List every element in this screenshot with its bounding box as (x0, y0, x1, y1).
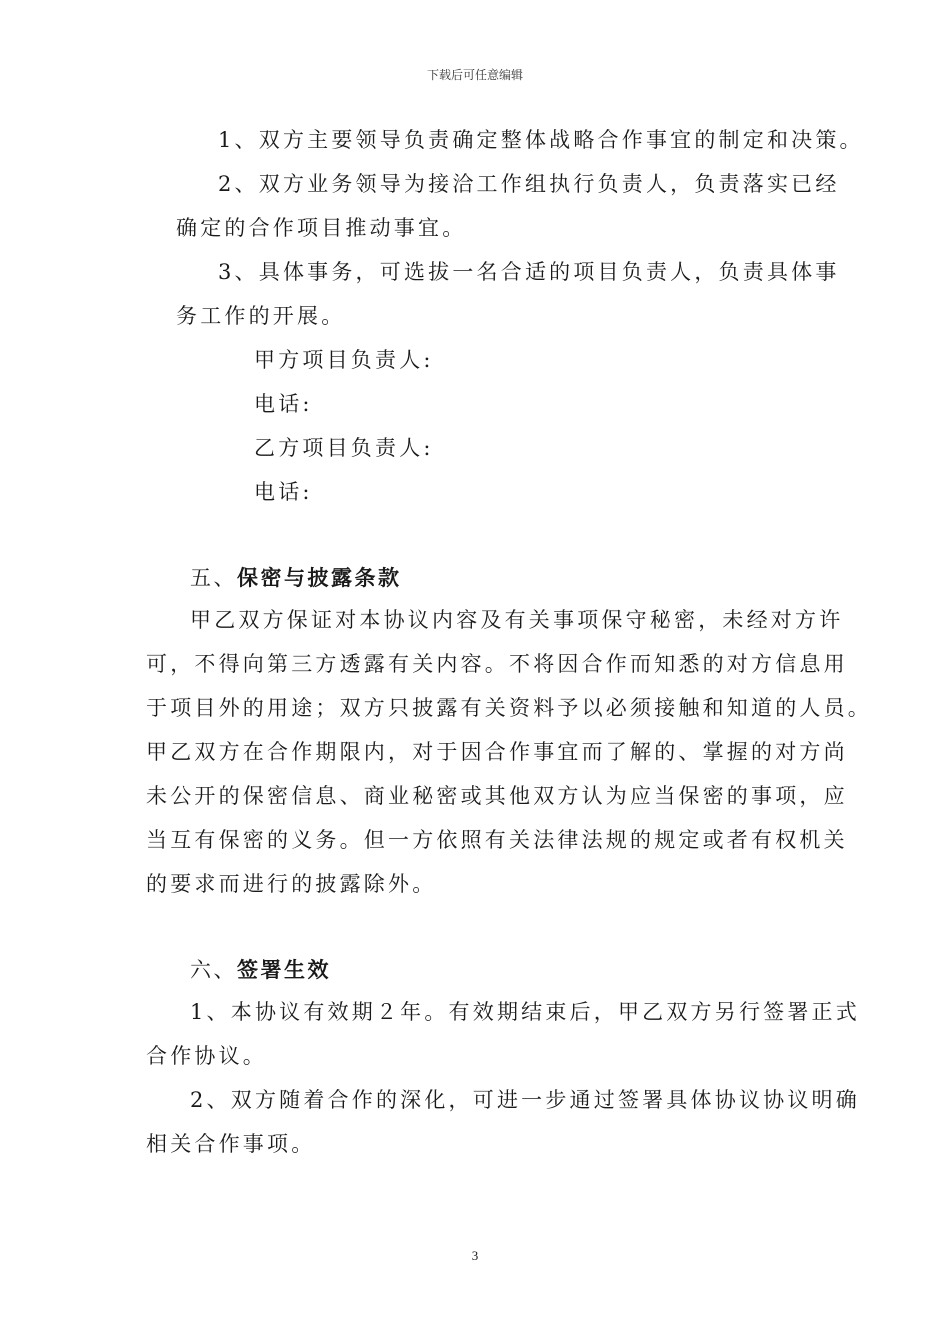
effectiveness-item-2-line-1: 2、双方随着合作的深化，可进一步通过签署具体协议协议明确 (190, 1088, 860, 1112)
confidentiality-line-4: 甲乙双方在合作期限内，对于因合作事宜而了解的、掌握的对方尚 (146, 740, 848, 764)
party-b-phone-label: 电话: (254, 480, 313, 504)
section-6-heading (190, 956, 331, 984)
party-a-lead-label: 甲方项目负责人: (254, 348, 434, 372)
confidentiality-line-5: 未公开的保密信息、商业秘密或其他双方认为应当保密的事项，应 (146, 784, 848, 808)
party-b-lead-label: 乙方项目负责人: (254, 436, 434, 460)
page-header-note: 下载后可任意编辑 (426, 68, 523, 82)
responsibility-item-3-line-1: 3、具体事务，可选拔一名合适的项目负责人，负责具体事 (218, 260, 840, 284)
responsibility-item-2-line-1: 2、双方业务领导为接洽工作组执行负责人，负责落实已经 (218, 172, 840, 196)
responsibility-item-2-line-2: 确定的合作项目推动事宜。 (176, 216, 467, 240)
effectiveness-item-1-line-2: 合作协议。 (146, 1044, 267, 1068)
confidentiality-line-3: 于项目外的用途；双方只披露有关资料予以必须接触和知道的人员。 (146, 696, 872, 720)
section-5-number: 五、 (190, 566, 237, 590)
section-5-heading (190, 564, 402, 592)
effectiveness-item-2-line-2: 相关合作事项。 (146, 1132, 316, 1156)
section-6-title: 签署生效 (237, 957, 331, 982)
section-5-title: 保密与披露条款 (237, 565, 402, 590)
responsibility-item-1: 1、双方主要领导负责确定整体战略合作事宜的制定和决策。 (218, 128, 864, 152)
confidentiality-line-7: 的要求而进行的披露除外。 (146, 872, 437, 896)
effectiveness-item-1-line-1: 1、本协议有效期２年。有效期结束后，甲乙双方另行签署正式 (190, 1000, 860, 1024)
party-a-phone-label: 电话: (254, 392, 313, 416)
confidentiality-line-2: 可，不得向第三方透露有关内容。不将因合作而知悉的对方信息用 (146, 652, 848, 676)
confidentiality-line-1: 甲乙双方保证对本协议内容及有关事项保守秘密，未经对方许 (190, 608, 844, 632)
section-6-number: 六、 (190, 958, 237, 982)
confidentiality-line-6: 当互有保密的义务。但一方依照有关法律法规的规定或者有权机关 (146, 828, 848, 852)
page-number: 3 (471, 1248, 479, 1263)
responsibility-item-3-line-2: 务工作的开展。 (176, 304, 346, 328)
